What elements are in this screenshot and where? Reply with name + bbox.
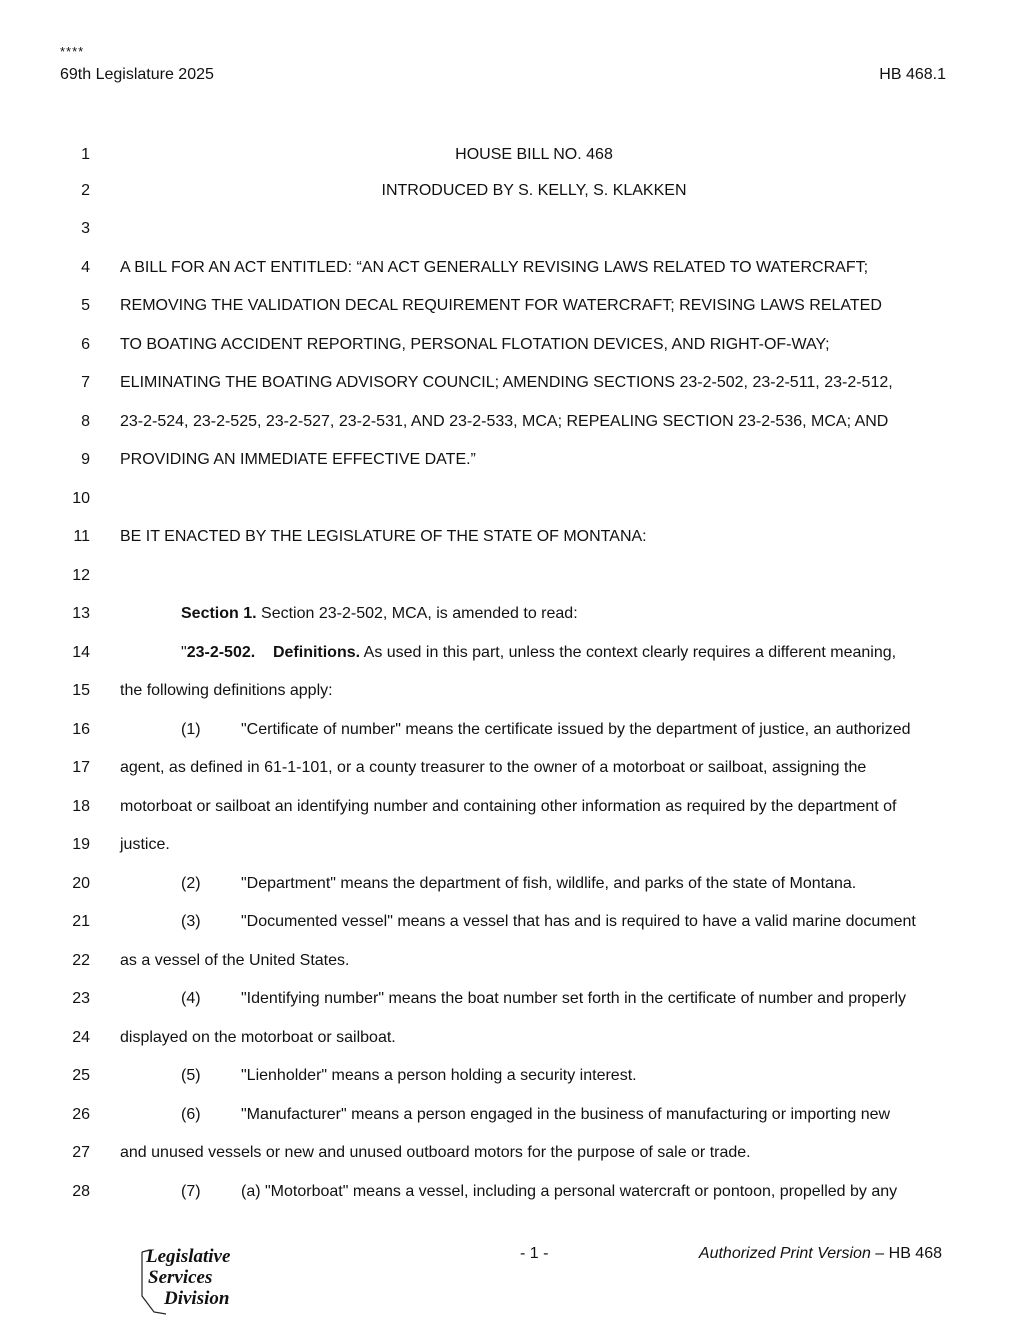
section-label: Section 1. bbox=[181, 605, 257, 622]
line-number: 28 bbox=[72, 1183, 90, 1200]
line-number: 18 bbox=[72, 798, 90, 815]
line-13 bbox=[0, 605, 1024, 643]
line-text: agent, as defined in 61-1-101, or a county treasurer to the owner of a motorboat or sailboat, assigning the bbox=[120, 759, 867, 776]
subsection-number: (2) bbox=[181, 875, 201, 892]
subsection bbox=[181, 721, 948, 739]
logo-line-3: Division bbox=[164, 1288, 230, 1309]
line-number: 7 bbox=[81, 374, 90, 391]
line-25 bbox=[0, 1067, 1024, 1105]
line-24 bbox=[0, 1029, 1024, 1067]
line-14 bbox=[0, 644, 1024, 682]
line-number: 11 bbox=[73, 528, 90, 545]
subsection-number: (7) bbox=[181, 1183, 201, 1200]
auth-label: Authorized Print Version bbox=[698, 1245, 871, 1262]
line-number: 3 bbox=[81, 220, 90, 237]
line-text: TO BOATING ACCIDENT REPORTING, PERSONAL FLOTATION DEVICES, AND RIGHT-OF-WAY; bbox=[120, 336, 830, 353]
line-number: 15 bbox=[72, 682, 90, 699]
line-text: (a) "Motorboat" means a vessel, including a personal watercraft or pontoon, propelled by any bbox=[241, 1183, 898, 1200]
line-text: the following definitions apply: bbox=[120, 682, 333, 699]
line-number: 17 bbox=[72, 759, 90, 776]
line-number: 13 bbox=[72, 605, 90, 622]
line-26 bbox=[0, 1106, 1024, 1144]
line-number: 10 bbox=[72, 490, 90, 507]
line-8 bbox=[0, 413, 1024, 451]
line-9 bbox=[0, 451, 1024, 489]
line-text: 23-2-524, 23-2-525, 23-2-527, 23-2-531, AND 23-2-533, MCA; REPEALING SECTION 23-2-536, MCA; AND bbox=[120, 413, 889, 430]
line-6 bbox=[0, 336, 1024, 374]
header-stars: **** bbox=[60, 44, 85, 59]
line-text: PROVIDING AN IMMEDIATE EFFECTIVE DATE.” bbox=[120, 451, 476, 468]
line-20 bbox=[0, 875, 1024, 913]
line-text: displayed on the motorboat or sailboat. bbox=[120, 1029, 396, 1046]
line-1 bbox=[0, 146, 1024, 184]
line-number: 27 bbox=[72, 1144, 90, 1161]
line-12 bbox=[0, 567, 1024, 605]
bill-title: HOUSE BILL NO. 468 bbox=[455, 146, 613, 163]
line-22 bbox=[0, 952, 1024, 990]
line-number: 2 bbox=[81, 182, 90, 199]
line-number: 1 bbox=[81, 146, 90, 163]
line-number: 22 bbox=[72, 952, 90, 969]
line-15 bbox=[0, 682, 1024, 720]
subsection bbox=[181, 1183, 948, 1201]
line-number: 8 bbox=[81, 413, 90, 430]
line-number: 20 bbox=[72, 875, 90, 892]
line-4 bbox=[0, 259, 1024, 297]
line-number: 23 bbox=[72, 990, 90, 1007]
subsection bbox=[181, 1106, 948, 1124]
line-number: 21 bbox=[72, 913, 90, 930]
line-number: 16 bbox=[72, 721, 90, 738]
line-7 bbox=[0, 374, 1024, 412]
line-28 bbox=[0, 1183, 1024, 1221]
line-number: 24 bbox=[72, 1029, 90, 1046]
line-text: ELIMINATING THE BOATING ADVISORY COUNCIL; AMENDING SECTIONS 23-2-502, 23-2-511, 23-2-512, bbox=[120, 374, 893, 391]
line-5 bbox=[0, 297, 1024, 335]
line-number: 4 bbox=[81, 259, 90, 276]
introduced-by: INTRODUCED BY S. KELLY, S. KLAKKEN bbox=[381, 182, 687, 199]
line-number: 6 bbox=[81, 336, 90, 353]
bill-id: HB 468.1 bbox=[879, 66, 946, 83]
line-text: A BILL FOR AN ACT ENTITLED: “AN ACT GENERALLY REVISING LAWS RELATED TO WATERCRAFT; bbox=[120, 259, 869, 276]
definitions-label: 23-2-502. Definitions. bbox=[186, 644, 361, 661]
line-16 bbox=[0, 721, 1024, 759]
line-number: 19 bbox=[72, 836, 90, 853]
subsection bbox=[181, 875, 948, 893]
line-27 bbox=[0, 1144, 1024, 1182]
legislative-services-logo bbox=[136, 1246, 246, 1318]
line-text: Section 23-2-502, MCA, is amended to read: bbox=[256, 605, 578, 622]
line-number: 25 bbox=[72, 1067, 90, 1084]
authorized-print-version bbox=[699, 1245, 942, 1263]
line-text: "Identifying number" means the boat number set forth in the certificate of number and properly bbox=[241, 990, 907, 1007]
line-text: "Manufacturer" means a person engaged in the business of manufacturing or importing new bbox=[241, 1106, 891, 1123]
line-2 bbox=[0, 182, 1024, 220]
line-number: 9 bbox=[81, 451, 90, 468]
line-10 bbox=[0, 490, 1024, 528]
subsection bbox=[181, 1067, 948, 1085]
line-number: 14 bbox=[72, 644, 90, 661]
line-21 bbox=[0, 913, 1024, 951]
subsection bbox=[181, 913, 948, 931]
auth-bill: – HB 468 bbox=[870, 1245, 942, 1262]
line-3 bbox=[0, 220, 1024, 258]
section-heading bbox=[181, 605, 948, 623]
logo-line-1: Legislative bbox=[146, 1246, 231, 1267]
line-number: 12 bbox=[72, 567, 90, 584]
line-17 bbox=[0, 759, 1024, 797]
subsection-number: (5) bbox=[181, 1067, 201, 1084]
logo-line-2: Services bbox=[148, 1267, 213, 1288]
line-text: "Certificate of number" means the certificate issued by the department of justice, an authorized bbox=[241, 721, 911, 738]
line-19 bbox=[0, 836, 1024, 874]
line-text: "Documented vessel" means a vessel that has and is required to have a valid marine document bbox=[241, 913, 916, 930]
section-definition bbox=[181, 644, 948, 662]
line-text: REMOVING THE VALIDATION DECAL REQUIREMENT FOR WATERCRAFT; REVISING LAWS RELATED bbox=[120, 297, 882, 314]
subsection-number: (1) bbox=[181, 721, 201, 738]
line-18 bbox=[0, 798, 1024, 836]
line-23 bbox=[0, 990, 1024, 1028]
line-number: 5 bbox=[81, 297, 90, 314]
line-text: "Department" means the department of fish, wildlife, and parks of the state of Montana. bbox=[241, 875, 857, 892]
line-text: "Lienholder" means a person holding a security interest. bbox=[241, 1067, 637, 1084]
subsection-number: (4) bbox=[181, 990, 201, 1007]
open-quote: " bbox=[181, 644, 187, 661]
enacting-clause: BE IT ENACTED BY THE LEGISLATURE OF THE STATE OF MONTANA: bbox=[120, 528, 647, 545]
line-text: motorboat or sailboat an identifying number and containing other information as required by the department of bbox=[120, 798, 897, 815]
line-text: justice. bbox=[120, 836, 170, 853]
line-text: as a vessel of the United States. bbox=[120, 952, 350, 969]
page-number: - 1 - bbox=[520, 1245, 549, 1262]
line-number: 26 bbox=[72, 1106, 90, 1123]
line-text: As used in this part, unless the context clearly requires a different meaning, bbox=[360, 644, 897, 661]
line-text: and unused vessels or new and unused outboard motors for the purpose of sale or trade. bbox=[120, 1144, 751, 1161]
line-11 bbox=[0, 528, 1024, 566]
legislature-label: 69th Legislature 2025 bbox=[60, 66, 214, 83]
subsection bbox=[181, 990, 948, 1008]
subsection-number: (6) bbox=[181, 1106, 201, 1123]
subsection-number: (3) bbox=[181, 913, 201, 930]
